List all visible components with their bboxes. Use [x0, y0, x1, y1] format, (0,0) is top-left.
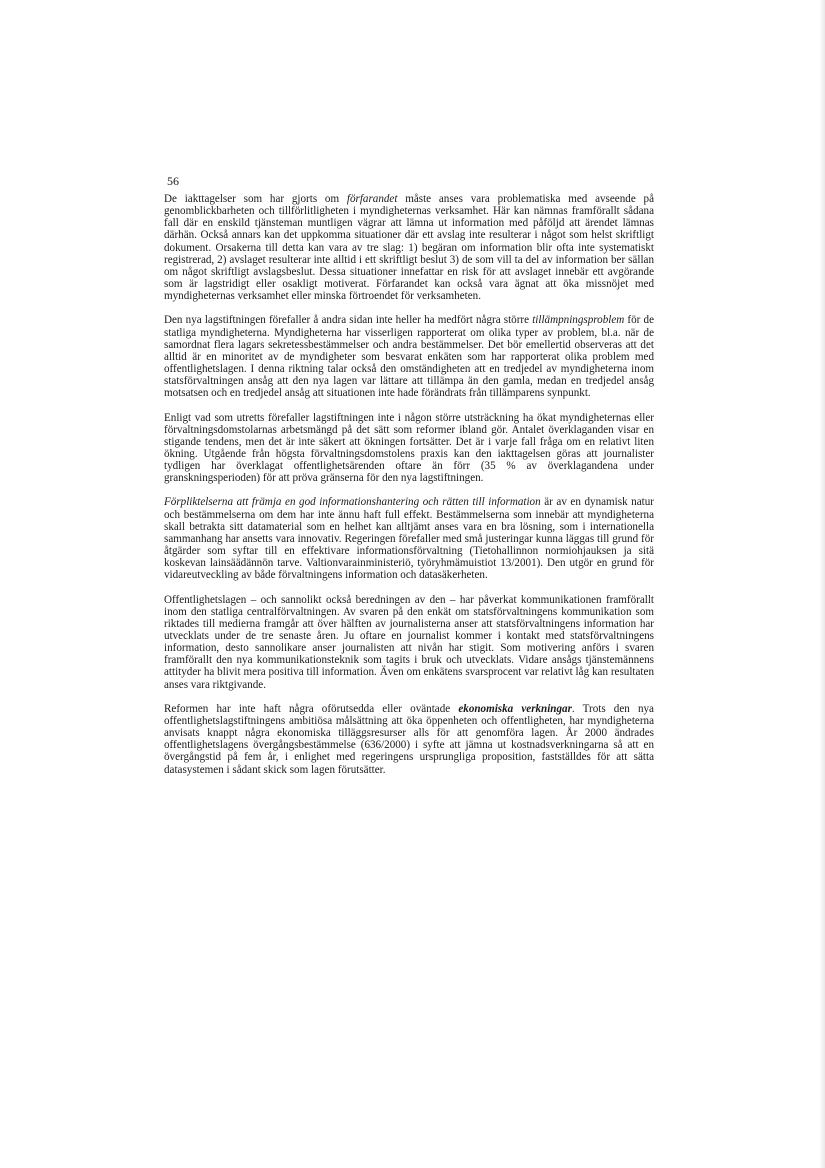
text-run: är av en dynamisk natur och bestämmelserna om dem har inte ännu haft full effekt. Bestämmelserna som innebär att myndigheterna skall betrakta sitt datamaterial som en helhet kan alltjämt anses vara en bra lösning, som i internationella sammanhang har ansetts vara innovativ. Regeringen förefaller med små justeringar kunna läggas till grund för åtgärder som syftar till en effektivare informationsförvaltning (Tietohallinnon normiohjauksen ja sitä koskevan lainsäädännön tarve. Valtionvarainministeriö, työryhmämuistiot 13/2001). Den utgör en grund för vidareutveckling av både förvaltningens information och datasäkerheten. [164, 496, 654, 582]
text-run: . Trots den nya offentlighetslagstiftningens ambitiösa målsättning att öka öppenheten och offentligheten, har myndigheterna anvisats knappt några ekonomiska tilläggsresurser alls för att genomföra lagen. År 2000 ändrades offentlighetslagens övergångsbestämmelse (636/2000) i syfte att jämna ut kostnadsverkningarna så att en övergångstid på fem år, i enlighet med regeringens ursprungliga proposition, fastställdes för att sätta datasystemen i sådant skick som lagen förutsätter. [164, 702, 654, 776]
scan-edge-shadow [819, 0, 825, 1168]
text-run: måste anses vara problematiska med avseende på genomblickbarheten och tillförlitligheten i myndigheternas verksamhet. Här kan nämnas framförallt sådana fall där en enskild tjänsteman muntligen vägrar att lämna ut information med påföljd att ärendet lämnas därhän. Också annars kan det uppkomma situationer där ett avslag inte resulterar i något som helst skriftligt dokument. Orsakerna till detta kan vara av tre slag: 1) begäran om information blir ofta inte systematiskt registrerad, 2) avslaget resulterar inte alltid i ett skriftligt beslut 3) de som vill ta del av information ber sällan om något skriftligt avslagsbeslut. Dessa situationer innefattar en risk för att avslaget innebär ett avgörande som är lagstridigt eller osakligt motiverat. Förfarandet kan också vara ägnat att öka missnöjet med myndigheternas verksamhet eller minska förtroendet för verksamheten. [164, 193, 655, 303]
paragraph-workload [164, 412, 654, 485]
text-run: för de statliga myndigheterna. Myndigheterna har visserligen rapporterat om olika typer av problem, bl.a. när de samordnat flera lagars sekretessbestämmelser och andra bestämmelser. Det bör emellertid observeras att det alltid är en minoritet av de myndigheter som besvarat enkäten som har rapporterat olika problem med offentlighetslagen. I denna riktning talar också den omständigheten att en tredjedel av myndigheterna inom statsförvaltningen ansåg att den nya lagen var lättare att tillämpa än den gamla, medan en tredjedel ansåg motsatsen och en tredjedel ansåg att situationen inte hade förändrats från tillämparens synpunkt. [164, 314, 654, 400]
paragraph-procedure [164, 193, 654, 302]
paragraph-economic-effects [164, 703, 654, 776]
text-run: Reformen har inte haft några oförutsedda eller oväntade [164, 702, 459, 715]
paragraph-communication [164, 594, 654, 691]
emphasis-forpliktelserna: Förpliktelserna att främja en god informationshantering och rätten till information [164, 496, 541, 509]
paragraph-application-problems [164, 314, 654, 399]
text-run: Enligt vad som utretts förefaller lagstiftningen inte i någon större utsträckning ha ökat myndigheternas eller förvaltningsdomstolarnas arbetsmängd på det sätt som reformer ibland gör. Antalet överklaganden visar en stigande tendens, men det är inte säkert att ökningen fortsätter. Det är i varje fall fråga om en relativt liten ökning. Utgående från högsta förvaltningsdomstolens praxis kan den iakttagelsen göras att journalister tydligen har överklagat offentlighetsärenden oftare än förr (35 % av överklagandena under granskningsperioden) för att pröva gränserna för den nya lagstiftningen. [164, 411, 654, 485]
text-run: Offentlighetslagen – och sannolikt också beredningen av den – har påverkat kommunikationen framförallt inom den statliga centralförvaltningen. Av svaren på den enkät om statsförvaltningens kommunikation som riktades till medierna framgår att över hälften av journalisterna anser att statsförvaltningens information har utvecklats under de tre senaste åren. Ju oftare en journalist kommer i kontakt med statsförvaltningens information, desto sannolikare anser journalisten att nivån har stigit. Som motivering anförs i svaren framförallt den nya kommunikationsteknik som tagits i bruk och utvecklats. Vidare ansågs tjänstemännens attityder ha blivit mera positiva till information. Även om enkätens svarsprocent var relativt låg kan resultaten anses vara riktgivande. [164, 593, 654, 691]
document-body [164, 193, 654, 788]
emphasis-ekonomiska-verkningar: ekonomiska verkningar [458, 702, 572, 715]
page-number: 56 [167, 174, 179, 188]
paragraph-information-management [164, 496, 654, 581]
emphasis-tillampningsproblem: tillämpningsproblem [532, 314, 625, 327]
emphasis-forfarandet: förfarandet [346, 193, 398, 205]
text-run: De iakttagelser som har gjorts om [164, 193, 347, 205]
text-run: Den nya lagstiftningen förefaller å andra sidan inte heller ha medfört några större [164, 314, 533, 327]
